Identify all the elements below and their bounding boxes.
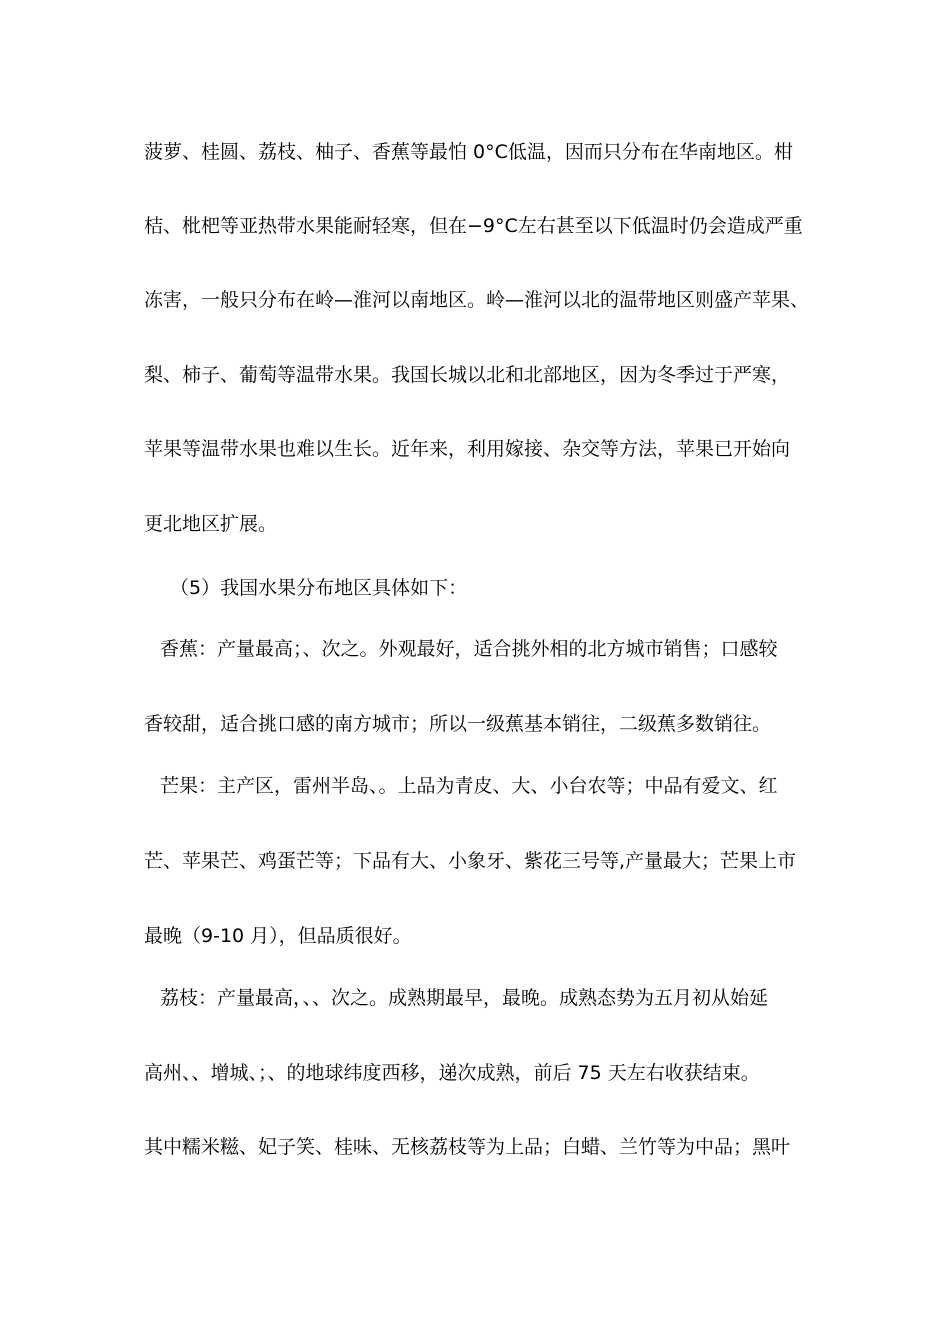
paragraph-line: 芒、苹果芒、鸡蛋芒等；下品有大、小象牙、紫花三号等,产量最大；芒果上市 [144, 850, 797, 872]
paragraph-line: 冻害，一般只分布在岭—淮河以南地区。岭—淮河以北的温带地区则盛产苹果、 [144, 289, 810, 311]
paragraph-line: 其中糯米糍、妃子笑、桂味、无核荔枝等为上品；白蜡、兰竹等为中品；黑叶 [144, 1136, 791, 1158]
paragraph-line: 桔、枇杷等亚热带水果能耐轻寒，但在−9°C左右甚至以下低温时仍会造成严重 [144, 215, 803, 237]
paragraph-line: 菠萝、桂圆、荔枝、柚子、香蕉等最怕 0°C低温，因而只分布在华南地区。柑 [144, 141, 793, 163]
paragraph-line: 更北地区扩展。 [144, 513, 278, 535]
paragraph-line: 香蕉：产量最高；、次之。外观最好，适合挑外相的北方城市销售；口感较 [160, 638, 778, 660]
paragraph-line: 苹果等温带水果也难以生长。近年来，利用嫁接、杂交等方法，苹果已开始向 [144, 438, 791, 460]
paragraph-line: 高州、、增城、；、的地球纬度西移，递次成熟，前后 75 天左右收获结束。 [144, 1062, 760, 1084]
section-heading: （5）我国水果分布地区具体如下： [170, 577, 468, 599]
paragraph-line: 最晚（9-10 月），但品质很好。 [144, 925, 412, 947]
paragraph-line: 芒果：主产区，雷州半岛、。上品为青皮、大、小台农等；中品有爱文、红 [160, 775, 778, 797]
paragraph-line: 香较甜，适合挑口感的南方城市；所以一级蕉基本销往，二级蕉多数销往。 [144, 713, 772, 735]
paragraph-line: 梨、柿子、葡萄等温带水果。我国长城以北和北部地区，因为冬季过于严寒， [144, 364, 791, 386]
paragraph-line: 荔枝：产量最高，、、次之。成熟期最早，最晚。成熟态势为五月初从始延 [160, 987, 769, 1009]
